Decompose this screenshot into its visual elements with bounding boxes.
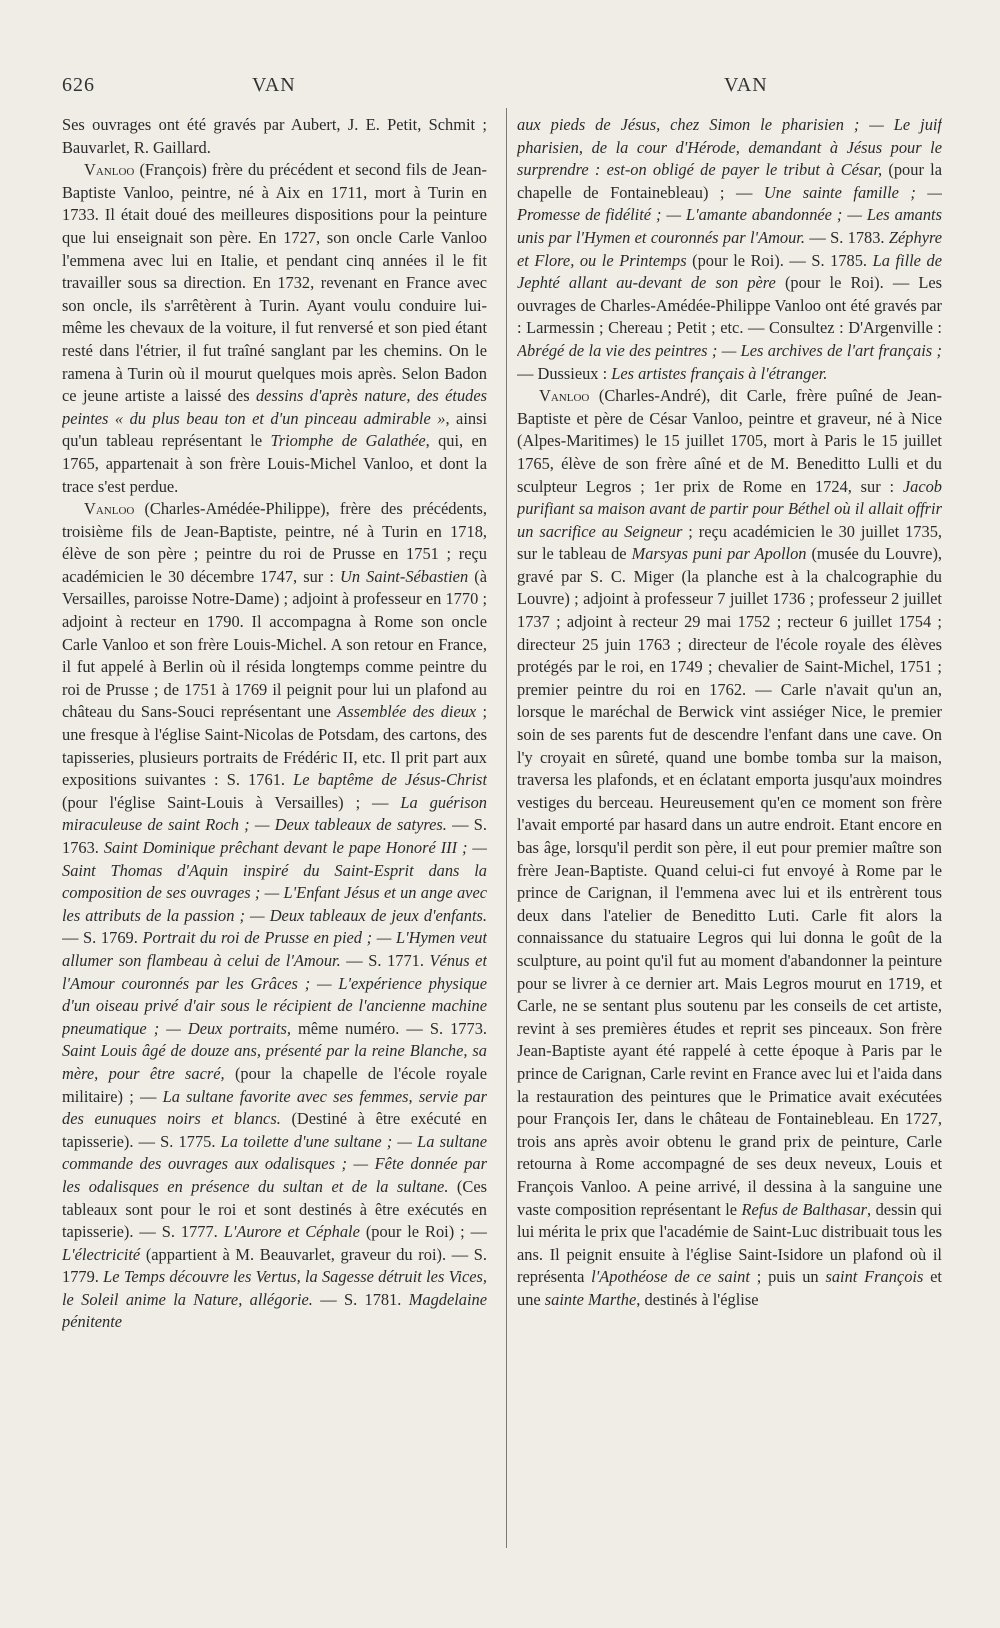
entry-name: Vanloo [84,499,135,519]
text: (pour le Roi). — Les ouvrages de Charles-Amédée-Philippe Vanloo ont été gravés par : Larmessin ; Chereau ; Petit ; etc. — Consultez : D'Argenville : [517,273,942,338]
text: (pour la chapelle de Fontainebleau) ; — [517,160,942,202]
artwork-title: La guérison miraculeuse de saint Roch ; — Deux tableaux de satyres. [62,792,487,835]
entry-charles-amedee [62,498,487,1334]
entry-name: Vanloo [84,160,135,180]
left-column [62,114,487,1554]
artwork-title: Assemblée des dieux [337,702,477,722]
text: , dessin qui lui mérita le prix que l'académie de Saint-Luc distribuait tous les ans. Il peignit ensuite à l'église Saint-Isidore un plafond où il représenta [517,1199,942,1287]
artwork-title: La sultane favorite avec ses femmes, servie par des eunuques noirs et blancs. [62,1086,487,1129]
text: (Ces tableaux sont pour le roi et sont destinés à être exécutés en tapisserie). — S. 1777. [62,1176,487,1242]
text: et une [517,1267,942,1309]
entry-continuation [517,114,942,385]
artwork-title: Le baptême de Jésus-Christ [293,770,487,790]
artwork-title: saint François [825,1267,924,1287]
text: Ses ouvrages ont été gravés par Aubert, J. E. Petit, Schmit ; Bauvarlet, R. Gaillard. [62,115,487,157]
artwork-title: Un Saint-Sébastien [340,566,469,586]
text: (Charles-Amédée-Philippe), frère des précédents, troisième fils de Jean-Baptiste, peintre, né à Turin en 1718, élève de son père ; peintre du roi de Prusse en 1751 ; reçu académicien le 30 décembre 1747, sur : [62,499,487,586]
artwork-title: Le Temps découvre les Vertus, la Sagesse détruit les Vices, le Soleil anime la Nature, allégorie. [62,1267,487,1309]
artwork-title: Vénus et l'Amour couronnés par les Grâces ; — L'expérience physique d'un oiseau privé d'air sous le récipient de l'ancienne machine pneumatique ; — Deux portraits, [62,950,487,1038]
artwork-title: Triomphe de Galathée [270,431,426,451]
text: même numéro. — S. 1773. [291,1018,487,1038]
text: ; reçu académicien le 30 juillet 1735, sur le tableau de [517,521,942,564]
artwork-title: La toilette d'une sultane ; — La sultane commande des ouvrages aux odalisques ; — Fête donnée par les odalisques en présence du sultan et de la sultane. [62,1131,487,1196]
paragraph [62,114,487,159]
text: (pour le Roi) ; — [359,1222,487,1242]
text: ; puis un [749,1267,826,1287]
artwork-title: Les artistes français à l'étranger. [611,363,828,383]
right-running-head: VAN [724,74,768,96]
artwork-title: Jacob purifiant sa maison avant de partir pour Béthel où il allait offrir un sacrifice au Seigneur [517,476,942,541]
text: (François) frère du précédent et second fils de Jean-Baptiste Vanloo, peintre, né à Aix en 1711, mort à Turin en 1733. Il était doué des meilleures dispositions pour la peinture que lui enseignait son père. En 1727, son oncle Carle Vanloo l'emmena avec lui en Italie, et pendant cinq années il le fit travailler sous sa direction. En 1732, revenant en France avec son oncle, ils s'arrêtèrent à Turin. Ayant voulu conduire lui-même les chevaux de la voiture, il fut renversé et son pied étant resté dans l'étrier, il fut traîné sanglant par les chemins. On le ramena à Turin où il mourut quelques mois après. Selon Badon ce jeune artiste a laissé des [62,160,487,406]
text: , ainsi qu'un tableau représentant le [62,408,487,451]
text: (pour l'église Saint-Louis à Versailles) ; — [62,792,401,812]
column-divider [506,108,507,1548]
text: — S. 1781. [312,1289,409,1309]
text: (musée du Louvre), gravé par S. C. Miger (la planche est à la chalcographie du Louvre) ; adjoint à professeur 7 juillet 1736 ; professeur 2 juillet 1737 ; adjoint à recteur 29 mai 1752 ; recteur 6 juillet 1754 ; directeur 25 juin 1763 ; directeur de l'école royale des élèves protégés par le roi, en 1749 ; chevalier de Saint-Michel, 1751 ; premier peintre du roi en 1762. — Carle n'avait qu'un an, lorsque le maréchal de Berwick vint assiéger Nice, le premier soin de ses parents fut de descendre l'enfant dans une cave. On l'y croyait en sûreté, quand une bombe tomba sur la maison, traversa les plafonds, et en éclatant emporta jusqu'aux moindres vestiges du berceau. Heureusement qu'en ce moment son frère l'avait emporté par hasard dans un autre endroit. Etant encore en bas âge, lorsqu'il perdit son père, il eut pour premier maître son frère Jean-Baptiste. Quand celui-ci fut envoyé à Rome par le prince de Carignan, il l'emmena avec lui et ils entrèrent tous deux dans l'atelier de Beneditto Luti. Carle fit alors la connaissance du statuaire Legros qui lui donna le goût de la sculpture, au point qu'il fut au moment d'abandonner la peinture pour se livrer à ce dernier art. Mais Legros mourut en 1719, et Carle, ne se sentant plus soutenu par les conseils de cet artiste, revint à ses premières études et reprit ses pinceaux. Son frère Jean-Baptiste ayant été rappelé à cette époque à Paris par le prince de Carignan, Carle revint en France avec lui et l'aida dans la restauration des peintures que le Primatice avait exécutées pour François Ier, dans le château de Fontainebleau. En 1727, trois ans après avoir obtenu le grand prix de peinture, Carle retourna à Rome accompagné de ses deux neveux, Louis et François Vanloo. A peine arrivé, il dessina à la sanguine une vaste composition représentant le [517,544,942,1219]
entry-name: Vanloo [539,386,590,406]
right-column [517,114,942,1554]
artwork-title: Magdelaine pénitente [62,1289,487,1332]
artwork-title: L'électricité [62,1244,141,1264]
text: (pour la chapelle de l'école royale militaire) ; — [62,1063,487,1106]
text: (pour le Roi). — S. 1785. [686,250,873,270]
artwork-title: L'Aurore et Céphale [223,1222,360,1242]
text: — S. 1771. [340,950,430,970]
artwork-title: aux pieds de Jésus, chez Simon le pharisien ; — Le juif pharisien, de la cour d'Hérode, demandant à Jésus pour le surprendre : est-on obligé de payer le tribut à César, [517,115,942,180]
artwork-title: dessins d'après nature, des études peintes « du plus beau ton et d'un pinceau admirable » [62,386,487,428]
entry-carle [517,385,942,1311]
text: (Destiné à être exécuté en tapisserie). — S. 1775. [62,1109,487,1151]
text: ; une fresque à l'église Saint-Nicolas de Potsdam, des cartons, des tapisseries, plusieurs portraits de Frédéric II, etc. Il prit part aux expositions suivantes : S. 1761. [62,702,487,790]
text: — S. 1783. [804,227,889,247]
text: , qui, en 1765, appartenait à son frère Louis-Michel Vanloo, et dont la trace s'est perdue. [62,431,487,496]
text: — S. 1769. [62,928,143,948]
artwork-title: Une sainte famille ; — Promesse de fidélité ; — L'amante abandonnée ; — Les amants unis par l'Hymen et couronnés par l'Amour. [517,182,942,247]
text: (Charles-André), dit Carle, frère puîné de Jean-Baptiste et père de César Vanloo, peintre et graveur, né à Nice (Alpes-Maritimes) le 15 juillet 1705, mort à Paris le 15 juillet 1765, élève de son frère aîné et de M. Beneditto Lulli et du sculpteur Legros ; 1er prix de Rome en 1724, sur : [517,386,942,496]
artwork-title: Portrait du roi de Prusse en pied ; — L'Hymen veut allumer son flambeau à celui de l'Amour. [62,928,487,970]
artwork-title: Abrégé de la vie des peintres ; — Les archives de l'art français ; [517,340,942,360]
text: — Dussieux : [517,363,612,383]
artwork-title: La fille de Jephté allant au-devant de son père [517,250,942,293]
artwork-title: Marsyas puni par Apollon [631,544,807,564]
page-number: 626 [62,74,95,96]
artwork-title: Saint Louis âgé de douze ans, présenté par la reine Blanche, sa mère, pour être sacré, [62,1041,487,1083]
text: — S. 1763. [62,815,487,857]
artwork-title: Saint Dominique prêchant devant le pape Honoré III ; — Saint Thomas d'Aquin inspiré du Saint-Esprit dans la composition de ses ouvrages ; — L'Enfant Jésus et un ange avec les attributs de la passion ; — Deux tableaux de jeux d'enfants. [62,838,487,925]
artwork-title: Refus de Balthasar [741,1199,868,1219]
text: , destinés à l'église [636,1289,759,1309]
left-running-head: VAN [252,74,296,96]
text: (à Versailles, paroisse Notre-Dame) ; adjoint à professeur en 1770 ; adjoint à recteur en 1790. Il accompagna à Rome son oncle Carle Vanloo et son frère Louis-Michel. A son retour en France, il fut appelé à Berlin où il résida longtemps comme peintre du roi de Prusse ; de 1751 à 1769 il peignit pour lui un plafond au château du Sans-Souci représentant une [62,566,487,722]
artwork-title: Zéphyre et Flore, ou le Printemps [517,227,942,270]
text: (appartient à M. Beauvarlet, graveur du roi). — S. 1779. [62,1244,487,1287]
artwork-title: l'Apothéose de ce saint [591,1267,750,1287]
artwork-title: sainte Marthe [544,1289,637,1309]
entry-francois [62,159,487,498]
